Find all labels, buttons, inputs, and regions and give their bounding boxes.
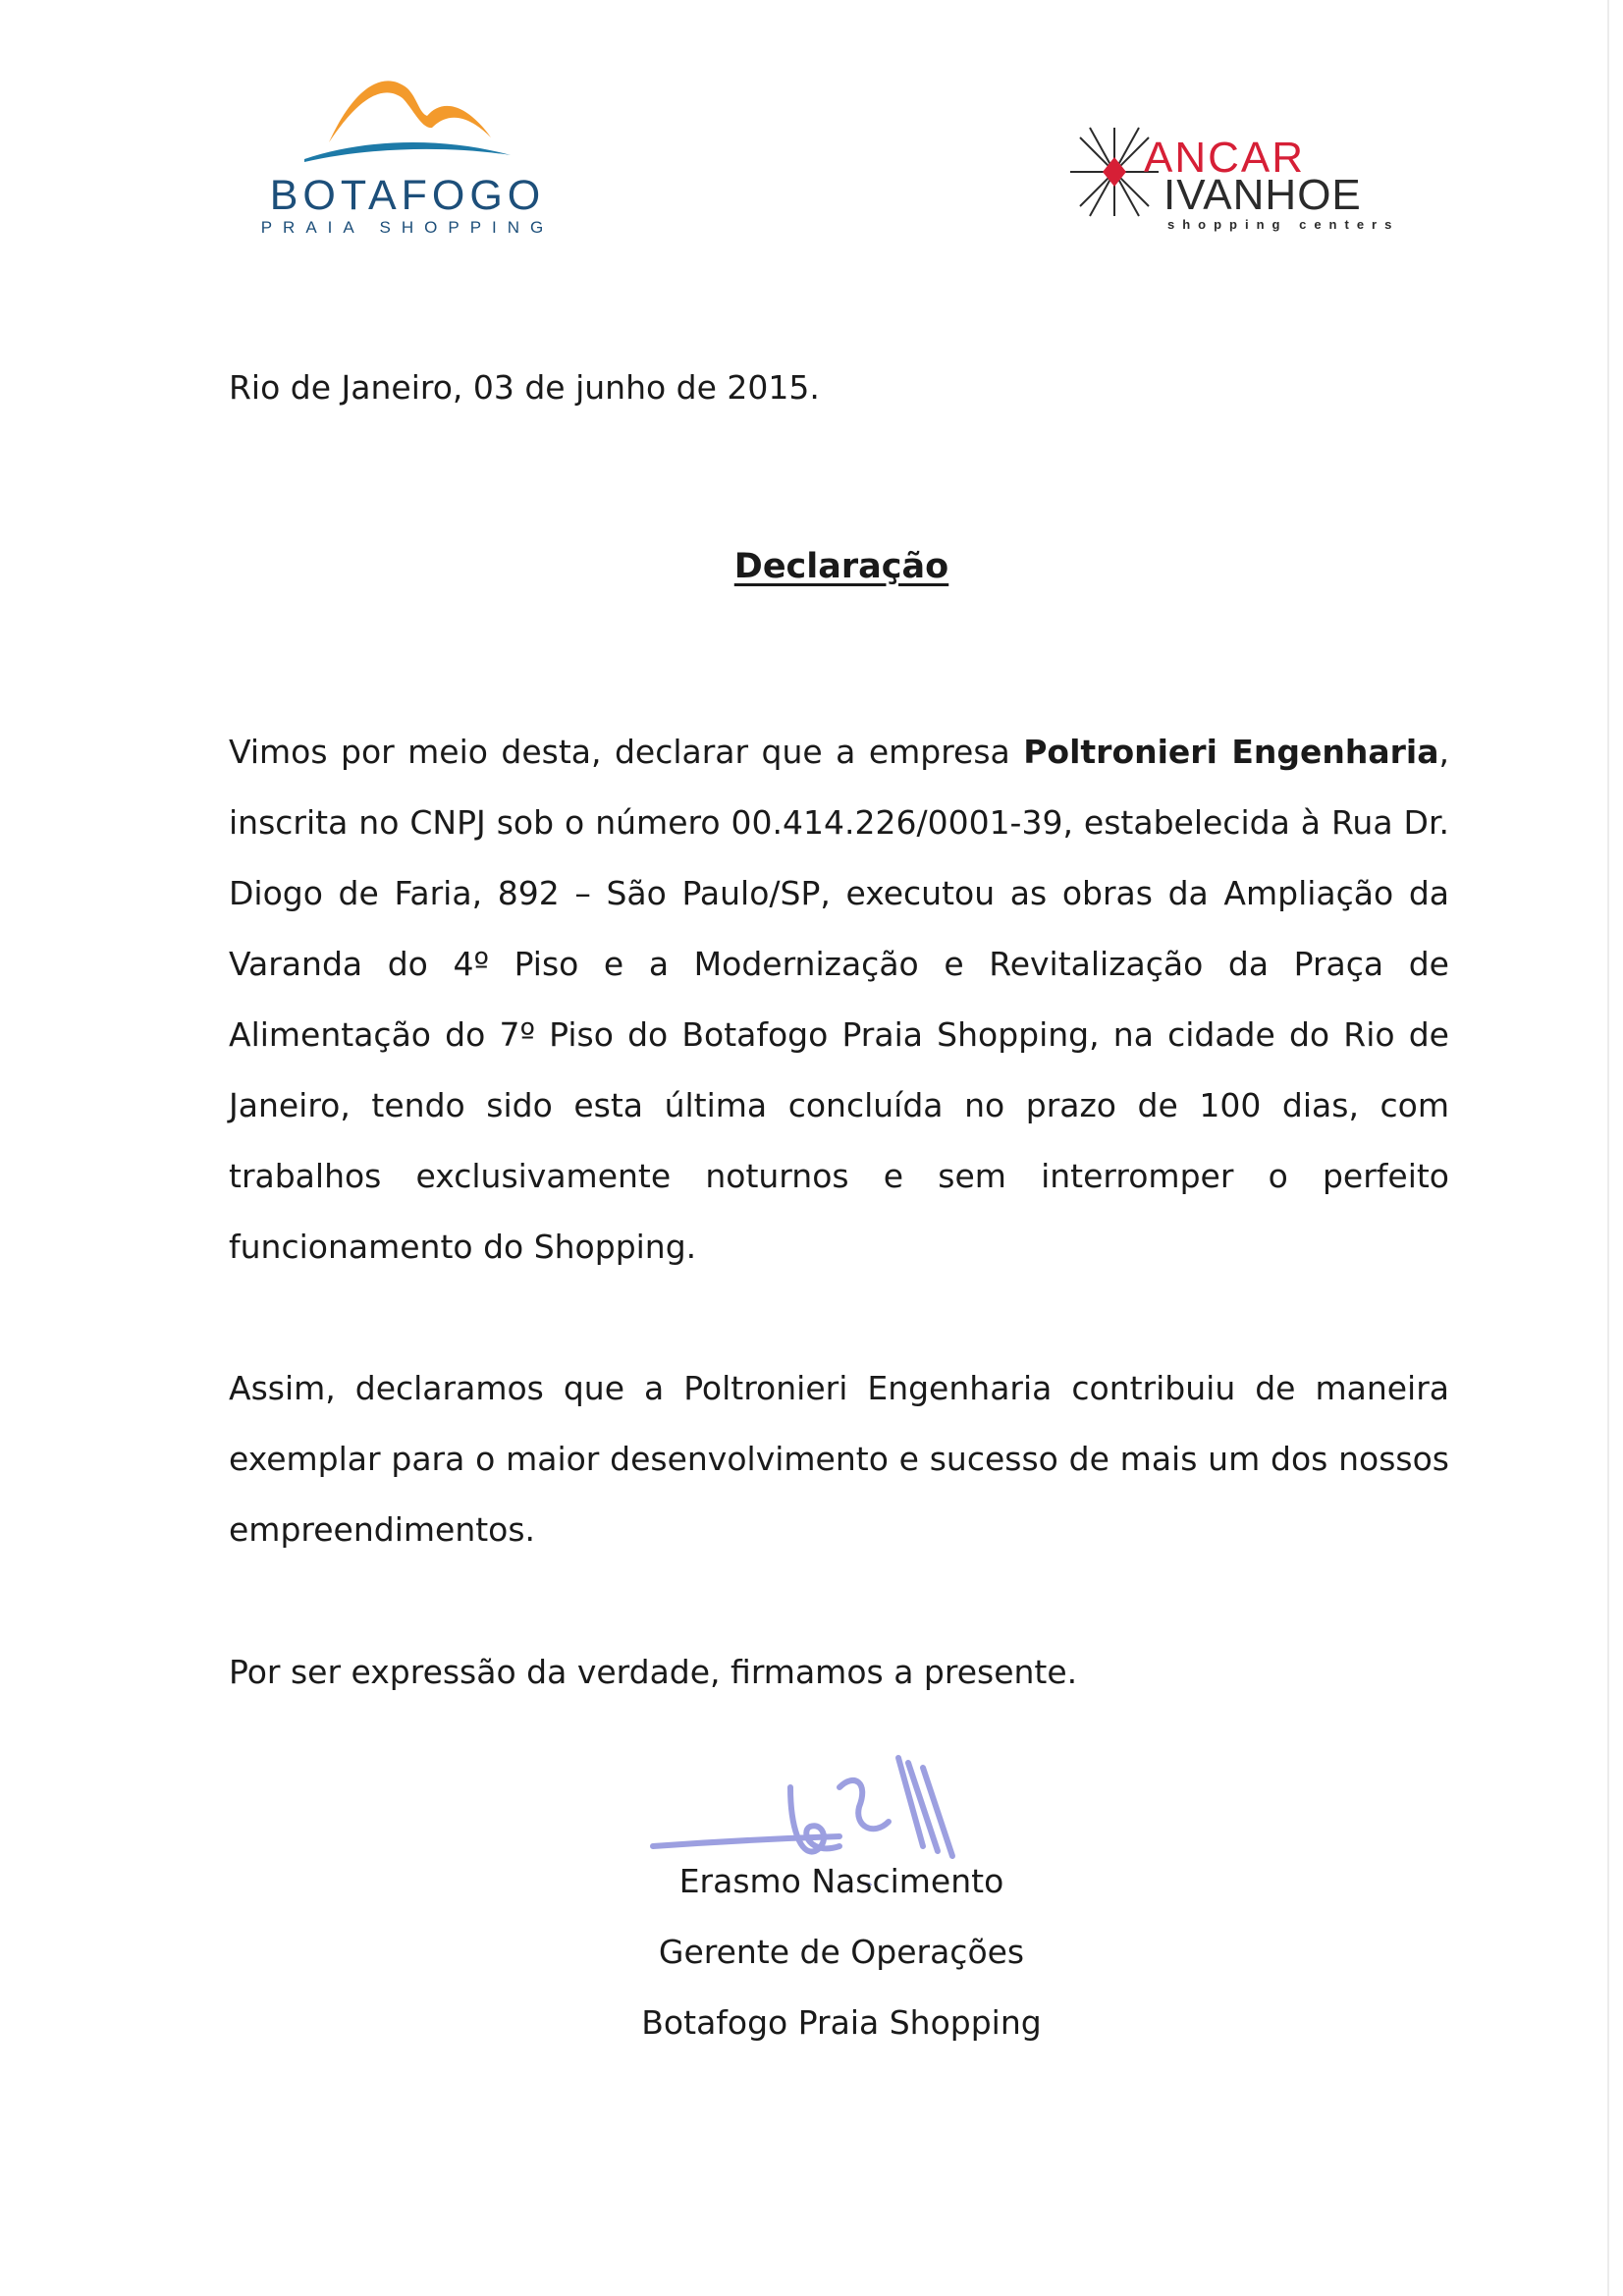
signer-role: Gerente de Operações <box>658 1933 1025 1971</box>
mountain-arc-icon <box>299 69 515 167</box>
botafogo-name: BOTAFOGO <box>269 172 546 219</box>
botafogo-subtitle: PRAIA SHOPPING <box>260 218 555 237</box>
ancar-text: ANCAR <box>1144 134 1306 182</box>
signature-block <box>0 1846 1623 2058</box>
ancar-subtitle: shopping centers <box>1167 217 1400 232</box>
ancar-ivanhoe-logo <box>1065 123 1429 241</box>
paragraph-1 <box>229 717 1449 1283</box>
letter-date: Rio de Janeiro, 03 de junho de 2015. <box>229 368 820 407</box>
paragraph-1-rest: , inscrita no CNPJ sob o número 00.414.226/0001-39, estabelecida à Rua Dr. Diogo de Faria, 892 – São Paulo/SP, executou as obras da Ampliação da Varanda do 4º Piso e a Modernização e Revitalização da Praça de Alimentação do 7º Piso do Botafogo Praia Shopping, na cidade do Rio de Janeiro, tendo sido esta última concluída no prazo de 100 dias, com trabalhos exclusivamente noturnos e sem interromper o perfeito funcionamento do Shopping. <box>229 733 1449 1266</box>
paragraph-1-start: Vimos por meio desta, declarar que a empresa <box>229 733 1024 771</box>
paragraph-2: Assim, declaramos que a Poltronieri Engenharia contribuiu de maneira exemplar para o maior desenvolvimento e sucesso de mais um dos nossos empreendimentos. <box>229 1369 1449 1549</box>
letter-title: Declaração <box>733 547 949 586</box>
ivanhoe-text: IVANHOE <box>1163 171 1362 219</box>
signer-company: Botafogo Praia Shopping <box>641 2003 1042 2042</box>
signer-name: Erasmo Nascimento <box>678 1862 1004 1900</box>
paragraph-3: Por ser expressão da verdade, firmamos a presente. <box>229 1653 1078 1691</box>
botafogo-logo <box>255 69 560 246</box>
company-name: Poltronieri Engenharia <box>1023 733 1439 771</box>
